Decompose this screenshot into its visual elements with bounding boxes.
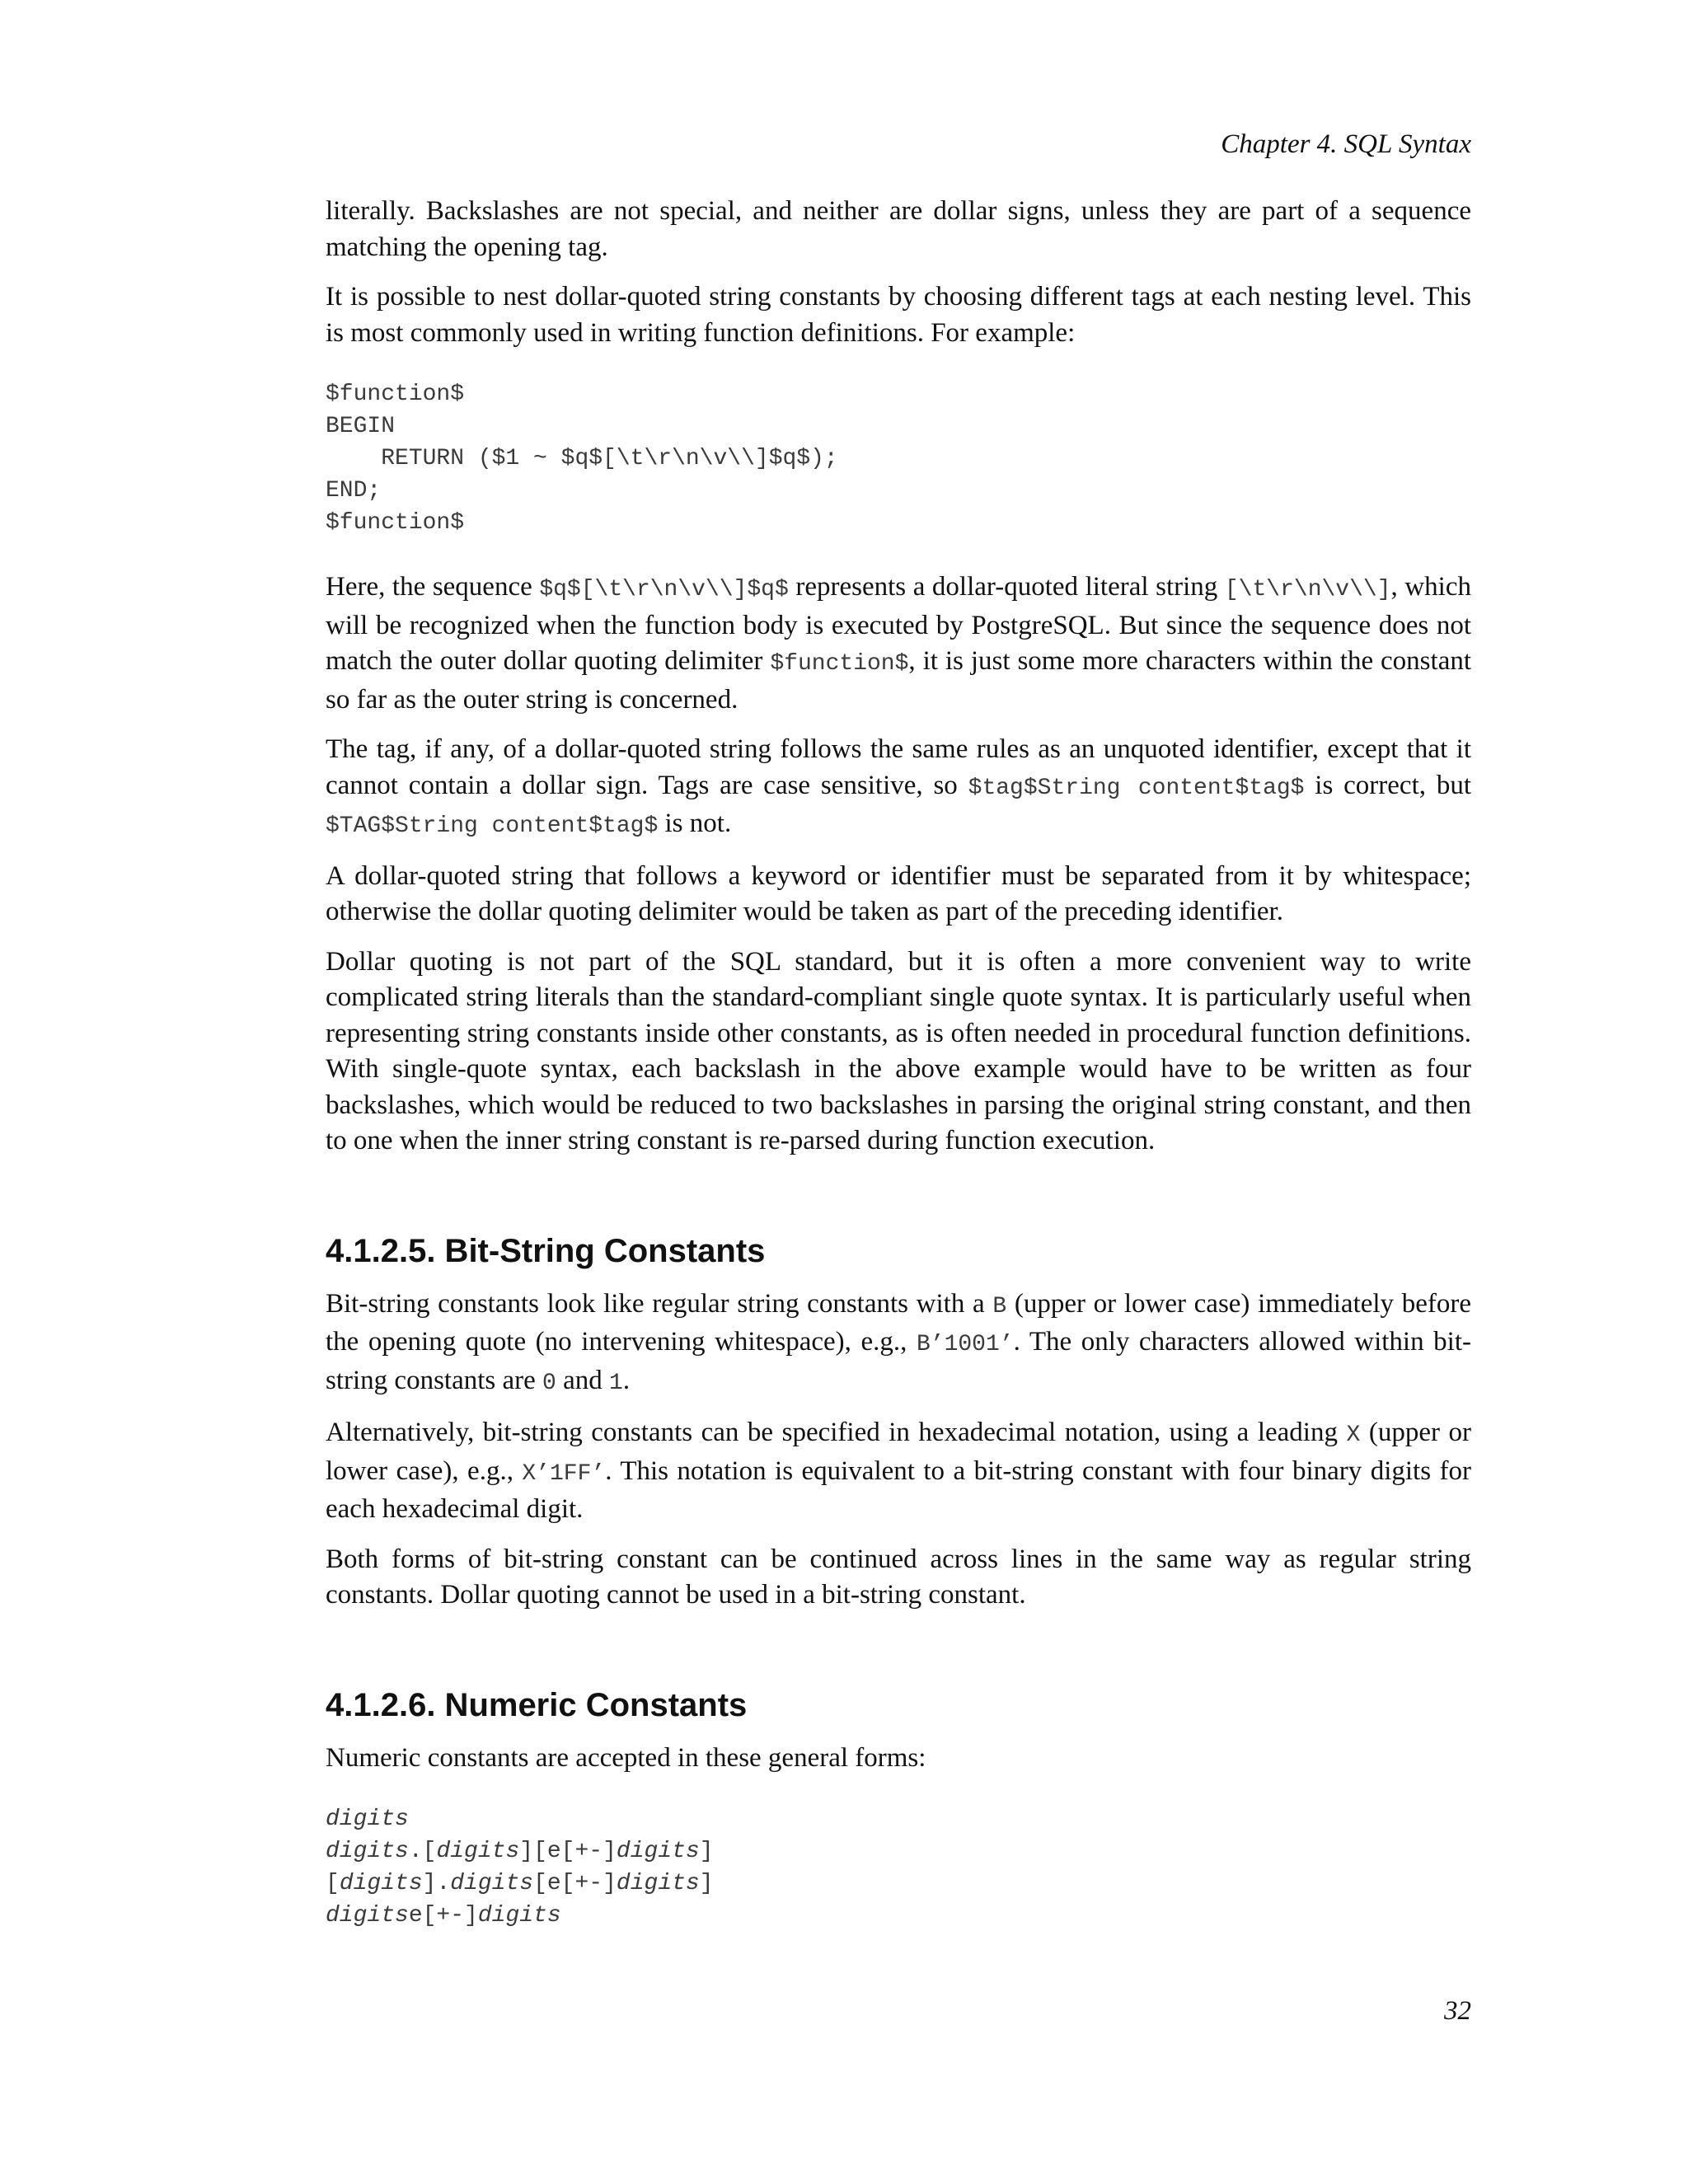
inline-code: $TAG$String content$tag$	[326, 813, 659, 839]
code-line: digits.[digits][e[+-]digits]	[326, 1839, 714, 1864]
paragraph-continuation: literally. Backslashes are not special, and neither are dollar signs, unless they are part of a sequence matching the opening tag.	[326, 196, 1471, 262]
paragraph-bit-string-intro: Bit-string constants look like regular string constants with a B (upper or lower case) immediately before the opening quote (no intervening whitespace), e.g., B’1001’. The only characters allowed within bit-string constants are 0 and 1.	[326, 1288, 1472, 1396]
code-line: digits	[326, 1807, 409, 1832]
paragraph-nesting-intro: It is possible to nest dollar-quoted string constants by choosing different tags at each nesting level. This is most commonly used in writing function definitions. For example:	[326, 282, 1471, 348]
code-line: $function$	[326, 382, 465, 407]
page-number: 32	[1444, 1996, 1471, 2026]
paragraph-whitespace: A dollar-quoted string that follows a keyword or identifier must be separated from it by whitespace; otherwise the dollar quoting delimiter would be taken as part of the preceding identifier.	[326, 860, 1471, 926]
inline-code: [\t\r\n\v\\]	[1224, 577, 1391, 602]
paragraph-numeric-intro: Numeric constants are accepted in these general forms:	[326, 1742, 926, 1773]
code-line: digitse[+-]digits	[326, 1903, 561, 1929]
inline-code: X	[1346, 1422, 1361, 1448]
paragraph-tag-rules: The tag, if any, of a dollar-quoted string follows the same rules as an unquoted identifier, except that it cannot contain a dollar sign. Tags are case sensitive, so $tag$String content$tag$ is correct, but $TAG$String content$tag$ is not.	[326, 734, 1471, 839]
section-heading-numeric: 4.1.2.6. Numeric Constants	[326, 1686, 748, 1723]
paragraph-bit-string-continuation: Both forms of bit-string constant can be continued across lines in the same way as regular string constants. Dollar quoting cannot be used in a bit-string constant.	[326, 1544, 1471, 1610]
inline-code: $tag$String content$tag$	[968, 775, 1305, 801]
inline-code: B	[992, 1293, 1007, 1319]
inline-code: X’1FF’	[522, 1460, 606, 1487]
page-content	[326, 194, 1471, 1962]
paragraph-bit-string-hex: Alternatively, bit-string constants can be specified in hexadecimal notation, using a leading X (upper or lower case), e.g., X’1FF’. This notation is equivalent to a bit-string constant with four binary digits for each hexadecimal digit.	[326, 1418, 1471, 1524]
inline-code: $function$	[770, 651, 909, 677]
running-header: Chapter 4. SQL Syntax	[1221, 129, 1471, 159]
code-line: END;	[326, 478, 382, 504]
inline-code: B’1001’	[916, 1332, 1014, 1357]
inline-code: 0	[542, 1370, 556, 1396]
code-line: BEGIN	[326, 414, 396, 439]
inline-code: 1	[609, 1370, 623, 1396]
code-numeric-forms	[326, 1803, 1471, 1932]
code-line: RETURN ($1 ~ $q$[\t\r\n\v\\]$q$);	[326, 446, 838, 471]
code-line: [digits].digits[e[+-]digits]	[326, 1871, 714, 1896]
code-line: $function$	[326, 510, 465, 536]
code-example-function	[326, 378, 1471, 539]
section-heading-bit-string: 4.1.2.5. Bit-String Constants	[326, 1232, 766, 1269]
paragraph-dollar-quoting-standard: Dollar quoting is not part of the SQL standard, but it is often a more convenient way to write complicated string literals than the standard-compliant single quote syntax. It is particularly useful when representing string constants inside other constants, as is often needed in procedural function definitions. With single-quote syntax, each backslash in the above example would have to be written as four backslashes, which would be reduced to two backslashes in parsing the original string constant, and then to one when the inner string constant is re-parsed during function execution.	[326, 946, 1471, 1155]
paragraph-sequence-explanation: Here, the sequence $q$[\t\r\n\v\\]$q$ represents a dollar-quoted literal string [\t\r\n\v\\], which will be recognized when the function body is executed by PostgreSQL. But since the sequence does not match the outer dollar quoting delimiter $function$, it is just some more characters within the constant so far as the outer string is concerned.	[326, 572, 1472, 715]
inline-code: $q$[\t\r\n\v\\]$q$	[539, 577, 789, 602]
document-page	[326, 0, 1471, 2184]
